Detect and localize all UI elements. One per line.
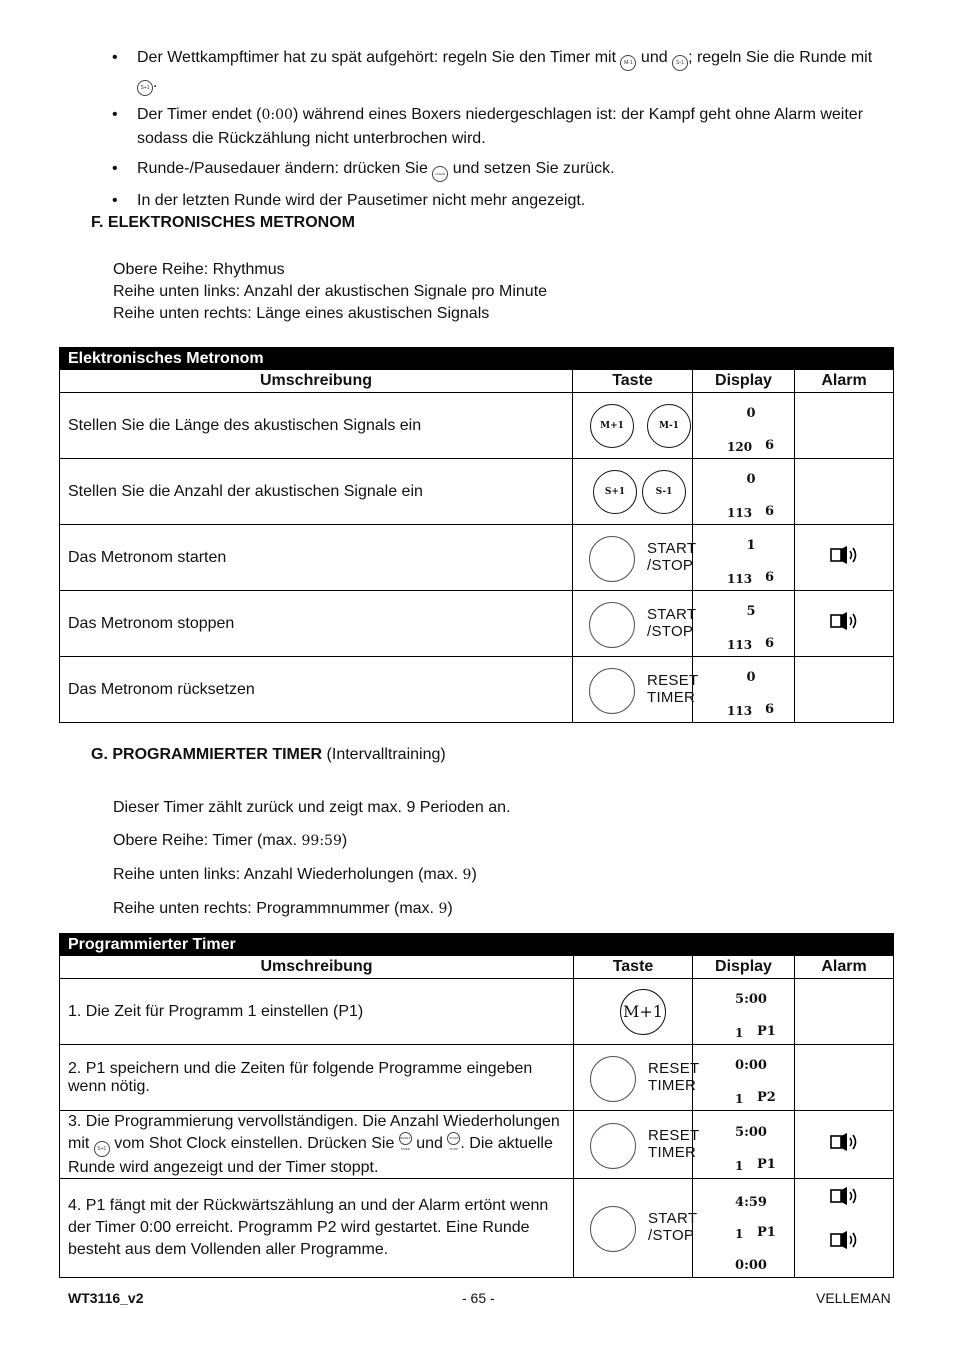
display-bottom-right: P1: [757, 1156, 776, 1172]
bullet-item: [110, 46, 880, 96]
description-cell: Stellen Sie die Länge des akustischen Signals ein: [60, 393, 573, 459]
s-plus-one-button-icon: S+1: [593, 470, 637, 514]
section-g-heading: [91, 746, 446, 764]
bullet-text: ; regeln Sie die Runde mit: [688, 49, 873, 66]
table-caption: Elektronisches Metronom: [60, 348, 894, 370]
description-cell: Das Metronom starten: [60, 525, 573, 591]
key-cell: [573, 591, 697, 657]
display-bottom-left: 120: [727, 439, 753, 454]
display-cell: [693, 1111, 795, 1179]
description-cell: 1. Die Zeit für Programm 1 einstellen (P1): [60, 979, 574, 1045]
column-header: Display: [693, 956, 795, 979]
footer-brand: VELLEMAN: [816, 1290, 891, 1306]
speaker-icon: [830, 1230, 858, 1250]
alarm-cell: [795, 459, 894, 525]
m-minus-one-icon: M-1: [620, 55, 636, 71]
line-text: Obere Reihe: Timer (max.: [113, 832, 302, 849]
display-digits: 99:59: [301, 833, 342, 849]
line-text: Reihe unten links: Anzahl Wiederholungen (max.: [113, 866, 463, 883]
column-header: Display: [693, 370, 795, 393]
bullet-item: [110, 157, 880, 182]
description-text: vom Shot Clock einstellen. Drücken Sie: [109, 1135, 399, 1152]
description-text: 3. Die Programmierung vervollständigen. Die Anzahl Wiederholungen mit: [68, 1113, 560, 1152]
key-label: [648, 1127, 700, 1161]
speaker-icon: [830, 611, 858, 631]
table-row: [60, 459, 894, 525]
footer-model: WT3116_v2: [68, 1290, 144, 1306]
reset-timer-icon: RESET TIMER: [399, 1132, 412, 1145]
display-bottom-right: P2: [757, 1089, 776, 1105]
key-cell: [574, 1111, 700, 1179]
display-cell: [693, 1179, 795, 1278]
display-top: 5:00: [735, 1124, 767, 1140]
key-label-line: START: [647, 539, 697, 557]
display-top: 0: [746, 405, 756, 421]
key-label-line: /STOP: [647, 622, 694, 640]
column-header: Alarm: [795, 956, 894, 979]
alarm-cell: [795, 657, 894, 723]
display-bottom-left: 1: [735, 1158, 744, 1173]
display-top: 0:00: [735, 1057, 767, 1073]
key-label-line: RESET: [648, 1059, 700, 1077]
display-top: 1: [746, 537, 756, 553]
display-digits: 9: [438, 901, 448, 917]
bullet-item: [110, 189, 880, 212]
key-cell: [574, 979, 693, 1045]
column-header: Taste: [573, 370, 693, 393]
m-minus-one-button-icon: M-1: [647, 404, 691, 448]
key-cell: [573, 459, 693, 525]
table-caption: Programmierter Timer: [60, 934, 894, 956]
s-plus-one-icon: S+1: [137, 80, 153, 96]
table-row: [60, 1045, 894, 1111]
description-cell: [60, 1111, 574, 1179]
description-cell: Das Metronom stoppen: [60, 591, 573, 657]
s-plus-one-icon: S+1: [94, 1141, 110, 1157]
description-line: [113, 892, 511, 926]
description-text: und: [411, 1135, 448, 1152]
start-stop-icon: START /STOP: [447, 1132, 460, 1145]
column-header: Taste: [574, 956, 693, 979]
display-cell: [693, 979, 795, 1045]
alarm-cell: [795, 591, 894, 657]
alarm-cell: [795, 979, 894, 1045]
line-text: Reihe unten rechts: Programmnummer (max.: [113, 900, 439, 917]
key-label-line: RESET: [648, 1126, 700, 1144]
display-top: 0: [746, 471, 756, 487]
description-cell: Das Metronom rücksetzen: [60, 657, 573, 723]
s-minus-one-button-icon: S-1: [642, 470, 686, 514]
display-bottom-right: 6: [765, 503, 775, 519]
m-plus-one-button-icon: M+1: [590, 404, 634, 448]
column-header: Umschreibung: [60, 956, 574, 979]
display-cell: [693, 591, 795, 657]
speaker-icon: [830, 1132, 858, 1152]
key-cell: [573, 525, 697, 591]
key-label-line: RESET: [647, 671, 699, 689]
description-line: [113, 824, 511, 858]
speaker-icon: [830, 1186, 858, 1206]
alarm-cell: [795, 1179, 894, 1278]
key-label: [648, 1060, 700, 1094]
display-digits: 0:00: [261, 107, 293, 123]
alarm-cell: [795, 393, 894, 459]
display-cell: [693, 393, 795, 459]
description-line: Obere Reihe: Rhythmus: [113, 261, 285, 278]
display-bottom-right: P1: [757, 1225, 776, 1240]
bullet-text: ) während eines Boxers niedergeschlagen ist: der Kampf geht ohne Alarm weiter sodass die Rückzählung nicht unterbrochen wird.: [137, 106, 864, 147]
s-minus-one-icon: S-1: [672, 55, 688, 71]
key-label-line: START: [647, 605, 697, 623]
start-stop-button-icon: [589, 602, 635, 648]
line-text: ): [471, 866, 477, 883]
bullet-text: In der letzten Runde wird der Pausetimer nicht mehr angezeigt.: [137, 192, 586, 209]
metronome-table: [59, 347, 894, 723]
bullet-text: .: [153, 74, 158, 91]
clear-button-icon: CLEAR: [432, 166, 448, 182]
key-label: [647, 540, 696, 574]
display-cell: [693, 459, 795, 525]
key-cell: [573, 393, 693, 459]
display-bottom-right: 6: [765, 701, 775, 717]
display-bottom-left: 113: [727, 505, 753, 520]
display-bottom-right: P1: [757, 1023, 776, 1039]
bullet-text: und: [636, 49, 673, 66]
section-f-heading: F. ELEKTRONISCHES METRONOM: [91, 214, 356, 231]
display-cell: [693, 525, 795, 591]
display-top: 4:59: [735, 1195, 767, 1210]
display-bottom-left: 1: [735, 1227, 744, 1241]
table-row: [60, 1179, 894, 1278]
display-top: 5: [746, 603, 756, 619]
alarm-cell: [795, 525, 894, 591]
speaker-icon: [830, 545, 858, 565]
description-line: [113, 858, 511, 892]
heading-rest: (Intervalltraining): [322, 746, 446, 763]
display-bottom-right: 6: [765, 569, 775, 585]
key-label-line: TIMER: [648, 1143, 697, 1161]
display-cell: [693, 1045, 795, 1111]
reset-timer-button-icon: [589, 668, 635, 714]
key-cell: [574, 1179, 698, 1278]
column-header: Umschreibung: [60, 370, 573, 393]
display-bottom-left: 113: [727, 637, 753, 652]
description-cell: Stellen Sie die Anzahl der akustischen Signale ein: [60, 459, 573, 525]
bullet-item: [110, 103, 880, 150]
programmed-timer-table: [59, 933, 894, 1278]
section-g-description: [113, 791, 511, 926]
display-bottom-left: 113: [727, 571, 753, 586]
key-cell: [574, 1045, 700, 1111]
key-label-line: START: [648, 1210, 698, 1227]
display-bottom: 0:00: [735, 1258, 767, 1273]
display-bottom-left: 113: [727, 703, 753, 718]
description-text: . Die aktuelle Runde wird angezeigt und der Timer stoppt.: [68, 1135, 553, 1176]
display-digits: 9: [462, 867, 472, 883]
display-bottom-left: 1: [735, 1025, 744, 1040]
description-line: Dieser Timer zählt zurück und zeigt max. 9 Perioden an.: [113, 799, 511, 816]
key-label-line: TIMER: [648, 1076, 697, 1094]
footer-page-number: - 65 -: [462, 1290, 495, 1306]
table-row: [60, 1111, 894, 1179]
line-text: ): [341, 832, 348, 849]
description-cell: 2. P1 speichern und die Zeiten für folgende Programme eingeben wenn nötig.: [60, 1045, 574, 1111]
line-text: ): [447, 900, 453, 917]
table-row: [60, 657, 894, 723]
display-cell: [693, 657, 795, 723]
m-plus-one-button-icon: M+1: [620, 989, 666, 1035]
key-label: [648, 1210, 697, 1244]
display-bottom-right: 6: [765, 635, 775, 651]
key-label-line: TIMER: [647, 688, 696, 706]
start-stop-button-icon: [589, 536, 635, 582]
bullet-text: Der Wettkampftimer hat zu spät aufgehört: regeln Sie den Timer mit: [137, 49, 621, 66]
key-label-line: /STOP: [648, 1227, 695, 1244]
bullet-text: und setzen Sie zurück.: [448, 160, 615, 177]
table-row: [60, 979, 894, 1045]
start-stop-button-icon: [590, 1206, 636, 1252]
key-cell: [573, 657, 699, 723]
display-top: 0: [746, 669, 756, 685]
description-cell: 4. P1 fängt mit der Rückwärtszählung an und der Alarm ertönt wenn der Timer 0:00 erreicht. Programm P2 wird gestartet. Eine Runde besteht aus dem Vollenden aller Programme.: [60, 1179, 574, 1278]
bullet-text: Runde-/Pausedauer ändern: drücken Sie: [137, 160, 433, 177]
bullet-text: Der Timer endet (: [137, 106, 262, 123]
display-bottom-left: 1: [735, 1091, 744, 1106]
description-line: Reihe unten rechts: Länge eines akustischen Signals: [113, 305, 490, 322]
key-label: [647, 606, 696, 640]
bullet-list: [110, 46, 880, 219]
reset-timer-button-icon: [590, 1056, 636, 1102]
table-row: [60, 525, 894, 591]
display-bottom-right: 6: [765, 437, 775, 453]
key-label-line: /STOP: [647, 556, 694, 574]
heading-bold: G. PROGRAMMIERTER TIMER: [91, 746, 323, 763]
table-row: [60, 393, 894, 459]
alarm-cell: [795, 1045, 894, 1111]
description-line: Reihe unten links: Anzahl der akustischen Signale pro Minute: [113, 283, 548, 300]
section-f-description: [113, 259, 547, 325]
reset-timer-button-icon: [590, 1123, 636, 1169]
alarm-cell: [795, 1111, 894, 1179]
display-top: 5:00: [735, 991, 767, 1007]
key-label: [647, 672, 699, 706]
column-header: Alarm: [795, 370, 894, 393]
table-row: [60, 591, 894, 657]
